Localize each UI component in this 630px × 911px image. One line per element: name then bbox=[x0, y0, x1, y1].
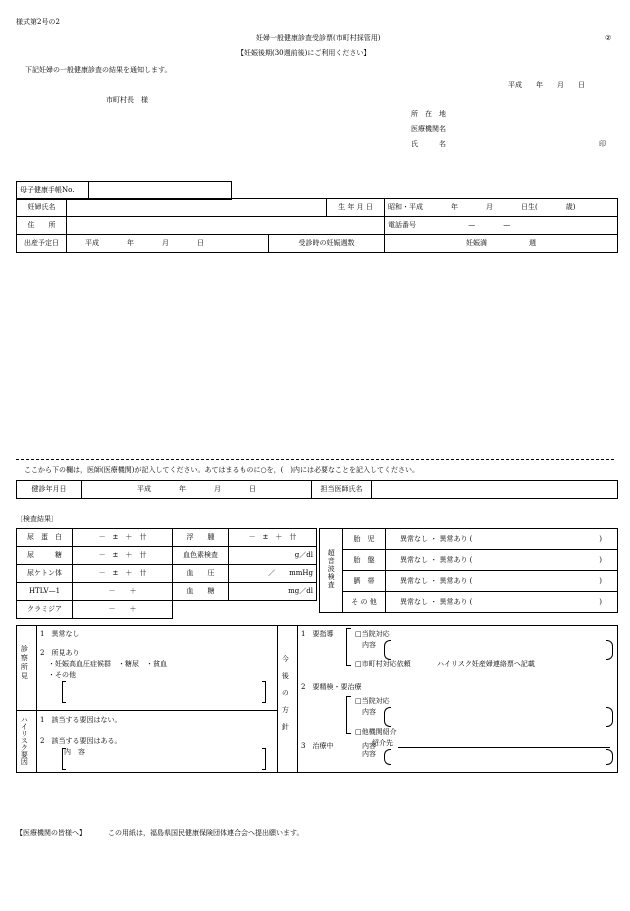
umbilical-cord-value-cell[interactable] bbox=[386, 571, 618, 592]
blood-pressure-label: 血 圧 bbox=[173, 565, 229, 583]
risk-item-1[interactable]: 1 該当する要因はない。 bbox=[40, 716, 122, 724]
fetus-value: 異常なし ・ 異常あり ( bbox=[400, 534, 473, 543]
placenta-value-cell[interactable] bbox=[386, 550, 618, 571]
policy-2-referral-line[interactable] bbox=[398, 747, 610, 748]
policy-1-option-own[interactable]: □当院対応 bbox=[355, 630, 390, 638]
policy-2-content2-label: 内容 bbox=[362, 750, 376, 758]
risk-item-2[interactable]: 2 該当する要因はある。 bbox=[40, 737, 122, 745]
chlamydia-value[interactable]: － ＋ bbox=[73, 601, 173, 619]
policy-2-option-referral[interactable]: □他機関紹介 bbox=[355, 728, 397, 736]
placenta-value: 異常なし ・ 異常あり ( bbox=[400, 555, 473, 564]
handbook-number-field[interactable] bbox=[89, 182, 232, 200]
address-field[interactable] bbox=[67, 217, 385, 235]
address-row-label: 住 所 bbox=[17, 217, 67, 235]
exam-date-label: 健診年月日 bbox=[17, 481, 82, 499]
other-value: 異常なし ・ 異常あり ( bbox=[400, 597, 473, 606]
form-number: 様式第2号の2 bbox=[16, 18, 60, 26]
edema-value[interactable]: － ± ＋ 卄 bbox=[229, 529, 317, 547]
notice-text: 下記妊婦の一般健康診査の結果を通知します。 bbox=[25, 66, 172, 74]
phone-label: 電話番号 bbox=[388, 221, 416, 230]
results-heading: 〔検査結果〕 bbox=[16, 515, 58, 523]
urine-ketone-label: 尿ケトン体 bbox=[17, 565, 73, 583]
patient-name-field[interactable] bbox=[67, 199, 327, 217]
policy-2b-paren-left bbox=[384, 749, 391, 765]
policy-label: 今後の方針 bbox=[281, 655, 290, 740]
fetus-close: ) bbox=[599, 534, 602, 543]
policy-item-1[interactable]: 1 要指導 bbox=[301, 630, 334, 638]
footer-label: 【医療機関の皆様へ】 bbox=[16, 829, 86, 837]
blood-sugar-label: 血 糖 bbox=[173, 583, 229, 601]
gestational-weeks-field[interactable]: 妊娠満 週 bbox=[385, 235, 618, 253]
findings-item-2-detail[interactable]: ・妊娠高血圧症候群 ・糖尿 ・貧血 bbox=[48, 660, 167, 668]
policy-3-content-label: 内容 bbox=[362, 742, 376, 750]
addressee: 市町村長 様 bbox=[106, 96, 148, 104]
policy-2-referral-label: 紹介先 bbox=[372, 739, 393, 747]
due-date-field[interactable]: 平成 年 月 日 bbox=[67, 235, 269, 253]
form-title: 妊婦一般健康診査受診票(市町村採管用) bbox=[256, 34, 381, 42]
blood-sugar-value[interactable]: mg／dl bbox=[229, 583, 317, 601]
blood-pressure-value[interactable]: ／ mmHg bbox=[229, 565, 317, 583]
findings-other-bracket-left bbox=[62, 681, 66, 703]
findings-item-2-other[interactable]: ・その他 bbox=[48, 671, 76, 679]
umbilical-cord-value: 異常なし ・ 異常あり ( bbox=[400, 576, 473, 585]
policy-1-paren-left bbox=[384, 640, 391, 660]
seal-mark: 印 bbox=[599, 140, 606, 148]
fetus-value-cell[interactable] bbox=[386, 529, 618, 550]
edema-label: 浮 腫 bbox=[173, 529, 229, 547]
doctor-name-label: 担当医師氏名 bbox=[312, 481, 372, 499]
urine-protein-value[interactable]: － ± ＋ 卄 bbox=[73, 529, 173, 547]
other-close: ) bbox=[599, 597, 602, 606]
findings-label: 診察所見 bbox=[20, 645, 29, 681]
ultrasound-table bbox=[319, 528, 618, 613]
risk-content-label: 内 容 bbox=[64, 748, 85, 756]
ultrasound-label-cell bbox=[320, 529, 343, 613]
findings-item-2[interactable]: 2 所見あり bbox=[40, 649, 80, 657]
due-date-label: 出産予定日 bbox=[17, 235, 67, 253]
form-subtitle: 【妊娠後期(30週前後)にご利用ください】 bbox=[237, 49, 371, 57]
findings-other-bracket-right bbox=[262, 681, 266, 703]
urine-sugar-label: 尿 糖 bbox=[17, 547, 73, 565]
policy-1-paren-right bbox=[606, 640, 613, 660]
risk-bracket-right bbox=[262, 748, 266, 770]
policy-item-2[interactable]: 2 要精検・要治療 bbox=[301, 683, 362, 691]
htlv-value[interactable]: － ＋ bbox=[73, 583, 173, 601]
dob-label: 生 年 月 日 bbox=[327, 199, 385, 217]
htlv-label: HTLV—1 bbox=[17, 583, 73, 601]
findings-policy-box bbox=[16, 625, 618, 773]
physician-instruction: ここから下の欄は，医師(医療機関)が記入してください。あてはまるものに○を，( )内には必要なことを記入してください。 bbox=[24, 466, 420, 474]
ultrasound-label: 超音波検査 bbox=[327, 549, 336, 590]
handbook-number-label: 母子健康手帳No. bbox=[17, 182, 89, 200]
policy-1-brace bbox=[346, 628, 351, 668]
placenta-close: ) bbox=[599, 555, 602, 564]
patient-info-table bbox=[16, 198, 618, 253]
copy-number: ② bbox=[605, 34, 612, 42]
doctor-name-field[interactable] bbox=[372, 481, 618, 499]
exam-date-field[interactable]: 平成 年 月 日 bbox=[82, 481, 312, 499]
cut-line bbox=[16, 459, 614, 460]
findings-risk-divider bbox=[16, 710, 278, 711]
address-label: 所 在 地 bbox=[411, 110, 446, 118]
patient-name-label: 妊婦氏名 bbox=[17, 199, 67, 217]
policy-2-paren-left bbox=[384, 707, 391, 727]
name-label: 氏 名 bbox=[411, 140, 446, 148]
placenta-label: 胎 盤 bbox=[343, 550, 386, 571]
institution-label: 医療機関名 bbox=[411, 125, 446, 133]
risk-factors-label: ハイリスク要因 bbox=[20, 716, 29, 765]
urine-tests-table bbox=[16, 528, 173, 619]
fetus-label: 胎 児 bbox=[343, 529, 386, 550]
findings-item-1[interactable]: 1 異常なし bbox=[40, 630, 80, 638]
policy-2-brace bbox=[346, 696, 351, 734]
policy-2-paren-right bbox=[606, 707, 613, 727]
dob-field[interactable]: 昭和・平成 年 月 日生( 歳) bbox=[385, 199, 618, 217]
vitals-table bbox=[172, 528, 317, 601]
findings-divider bbox=[36, 625, 37, 772]
other-label: そ の 他 bbox=[343, 592, 386, 613]
policy-item-3[interactable]: 3 治療中 bbox=[301, 742, 334, 750]
exam-date-table bbox=[16, 480, 618, 499]
phone-cell bbox=[385, 217, 618, 235]
umbilical-cord-close: ) bbox=[599, 576, 602, 585]
middle-divider bbox=[277, 625, 278, 772]
policy-1-content-label: 内容 bbox=[362, 641, 376, 649]
footer-text: この用紙は，福島県国民健康保険団体連合会へ提出願います。 bbox=[108, 829, 304, 837]
policy-2-content-label: 内容 bbox=[362, 708, 376, 716]
urine-ketone-value[interactable]: － ± ＋ 卄 bbox=[73, 565, 173, 583]
policy-1-option-municipal[interactable]: □市町村対応依頼 bbox=[355, 660, 411, 668]
policy-divider bbox=[297, 625, 298, 772]
policy-2-option-own[interactable]: □当院対応 bbox=[355, 697, 390, 705]
gestational-weeks-label: 受診時の妊娠週数 bbox=[269, 235, 385, 253]
urine-sugar-value[interactable]: － ± ＋ 卄 bbox=[73, 547, 173, 565]
umbilical-cord-label: 臍 帯 bbox=[343, 571, 386, 592]
other-value-cell[interactable] bbox=[386, 592, 618, 613]
phone-field[interactable]: — — bbox=[468, 221, 511, 230]
urine-protein-label: 尿 蛋 白 bbox=[17, 529, 73, 547]
issue-date: 平成 年 月 日 bbox=[508, 81, 585, 89]
chlamydia-label: クラミジア bbox=[17, 601, 73, 619]
policy-1-note: ハイリスク妊産婦連絡票へ記載 bbox=[437, 660, 535, 668]
hemoglobin-label: 血色素検査 bbox=[173, 547, 229, 565]
risk-bracket-left bbox=[62, 748, 66, 770]
hemoglobin-value[interactable]: g／dl bbox=[229, 547, 317, 565]
